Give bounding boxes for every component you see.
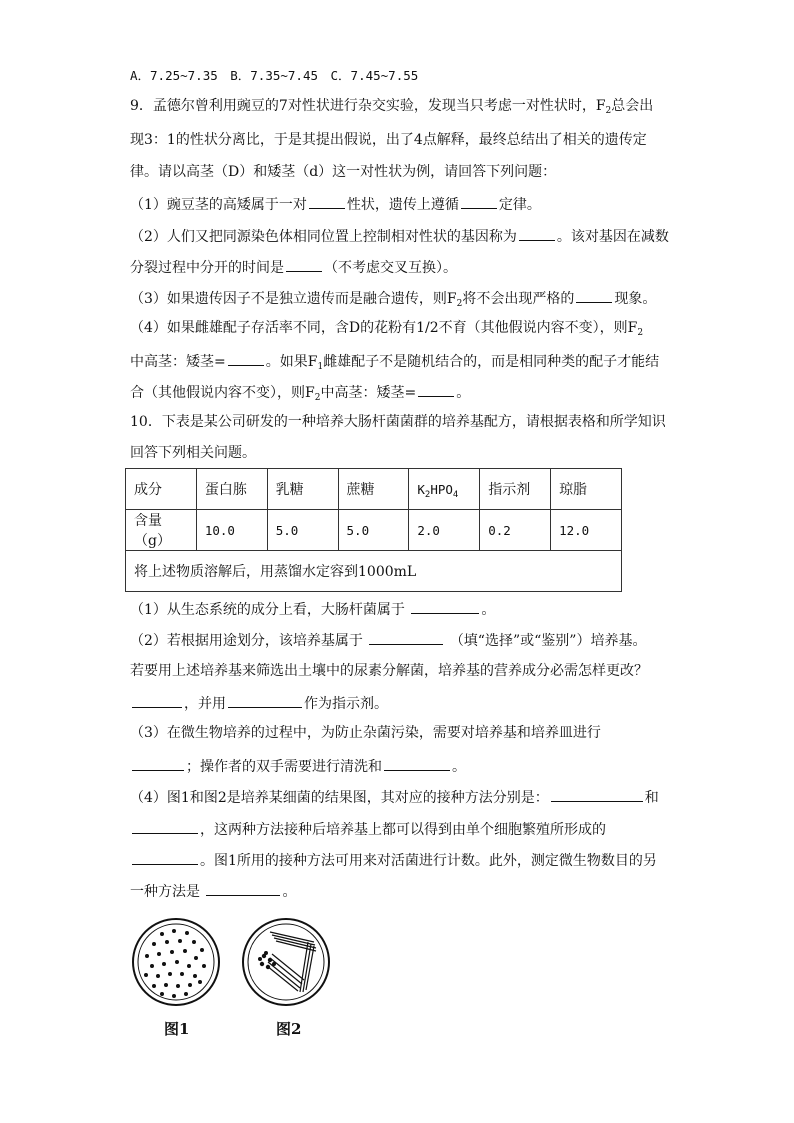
answer-blank[interactable] <box>132 849 198 865</box>
q10-part4-cont2: 。图1所用的接种方法可用来对活菌进行计数。此外，测定微生物数目的另 <box>130 849 657 871</box>
q10-part2: （2）若根据用途划分，该培养基属于 （填“选择”或“鉴别”）培养基。 <box>130 629 646 651</box>
answer-blank[interactable] <box>132 755 184 771</box>
table-cell: 0.2 <box>480 510 551 551</box>
table-cell: 5.0 <box>267 510 338 551</box>
answer-blank[interactable] <box>519 225 555 241</box>
dish-1 <box>133 919 219 1005</box>
table-note: 将上述物质溶解后，用蒸馏水定容到1000mL <box>126 551 622 592</box>
q9-part4: （4）如果雌雄配子存活率不同，含D的花粉有1/2不育（其他假说内容不变），则$F_2$ <box>130 320 644 338</box>
figure-2-caption: 图2 <box>276 1020 302 1038</box>
petri-dish-figures <box>132 914 332 1044</box>
q9-part2-cont: 分裂过程中分开的时间是 （不考虑交叉互换）。 <box>130 256 457 278</box>
table-row-note <box>126 551 622 592</box>
petri-dish-drawing <box>132 914 332 1044</box>
answer-blank[interactable] <box>576 287 612 303</box>
q8-options: A．7.25~7.35 B．7.35~7.45 C．7.45~7.55 <box>130 68 419 83</box>
table-cell: 成分 <box>126 469 197 510</box>
table-cell: 10.0 <box>196 510 267 551</box>
q10-part4: （4）图1和图2是培养某细菌的结果图，其对应的接种方法分别是： 和 <box>130 786 659 808</box>
answer-blank[interactable] <box>132 692 182 708</box>
q10-part2-answer: ，并用 作为指示剂。 <box>130 692 388 714</box>
table-header-row <box>126 469 622 510</box>
table-cell-k2hpo4: $K_2HPO_4$ <box>409 469 480 510</box>
q10-stem-line1: 10．下表是某公司研发的一种培养大肠杆菌菌群的培养基配方，请根据表格和所学知识 <box>130 414 666 430</box>
figure-1-caption: 图1 <box>164 1020 190 1038</box>
table-cell: 乳糖 <box>267 469 338 510</box>
answer-blank[interactable] <box>411 598 479 614</box>
q9-part3: （3）如果遗传因子不是独立遗传而是融合遗传，则$F_2$将不会出现严格的 现象。 <box>130 287 656 309</box>
q9-part2: （2）人们又把同源染色体相同位置上控制相对性状的基因称为 。该对基因在减数 <box>130 225 669 247</box>
table-cell: 2.0 <box>409 510 480 551</box>
q10-part4-cont1: ，这两种方法接种后培养基上都可以得到由单个细胞繁殖所形成的 <box>130 818 606 840</box>
table-row <box>126 510 622 551</box>
q10-part1: （1）从生态系统的成分上看，大肠杆菌属于 。 <box>130 598 495 620</box>
answer-blank[interactable] <box>384 755 450 771</box>
q10-stem-line2: 回答下列相关问题。 <box>130 445 256 461</box>
q9-part1: （1）豌豆茎的高矮属于一对 性状，遗传上遵循 定律。 <box>130 193 541 215</box>
q9-stem-line2: 现3：1的性状分离比，于是其提出假说，出了4点解释，最终总结出了相关的遗传定 <box>130 132 647 148</box>
answer-blank[interactable] <box>228 350 264 366</box>
q10-part3: （3）在微生物培养的过程中，为防止杂菌污染，需要对培养基和培养皿进行 <box>130 725 601 741</box>
q10-part3-cont: ；操作者的双手需要进行清洗和 。 <box>130 755 466 777</box>
table-cell: 含量（g） <box>126 510 197 551</box>
table-cell: 5.0 <box>338 510 409 551</box>
answer-blank[interactable] <box>418 381 454 397</box>
answer-blank[interactable] <box>132 818 198 834</box>
table-cell: 琼脂 <box>551 469 622 510</box>
q10-part2-cont: 若要用上述培养基来筛选出土壤中的尿素分解菌，培养基的营养成分必需怎样更改？ <box>130 663 648 679</box>
q10-part4-cont3: 一种方法是 。 <box>130 880 296 902</box>
answer-blank[interactable] <box>461 193 497 209</box>
q9-stem-line3: 律。请以高茎（D）和矮茎（d）这一对性状为例，请回答下列问题： <box>130 164 557 180</box>
q9-stem-line1: 9．孟德尔曾利用豌豆的7对性状进行杂交实验，发现当只考虑一对性状时，$F_2$总会出 <box>130 98 654 116</box>
answer-blank[interactable] <box>551 786 643 802</box>
table-cell: 指示剂 <box>480 469 551 510</box>
answer-blank[interactable] <box>309 193 345 209</box>
answer-blank[interactable] <box>369 629 443 645</box>
table-cell: 蔗糖 <box>338 469 409 510</box>
answer-blank[interactable] <box>286 256 322 272</box>
table-cell: 蛋白胨 <box>196 469 267 510</box>
medium-recipe-table <box>125 468 622 592</box>
q9-part4-cont1: 中高茎：矮茎= 。如果$F_1$雌雄配子不是随机结合的，而是相同种类的配子才能结 <box>130 350 659 372</box>
table-cell: 12.0 <box>551 510 622 551</box>
q9-part4-cont2: 合（其他假说内容不变），则$F_2$中高茎：矮茎= 。 <box>130 381 470 403</box>
answer-blank[interactable] <box>206 880 280 896</box>
answer-blank[interactable] <box>228 692 302 708</box>
dish-2 <box>243 919 329 1005</box>
